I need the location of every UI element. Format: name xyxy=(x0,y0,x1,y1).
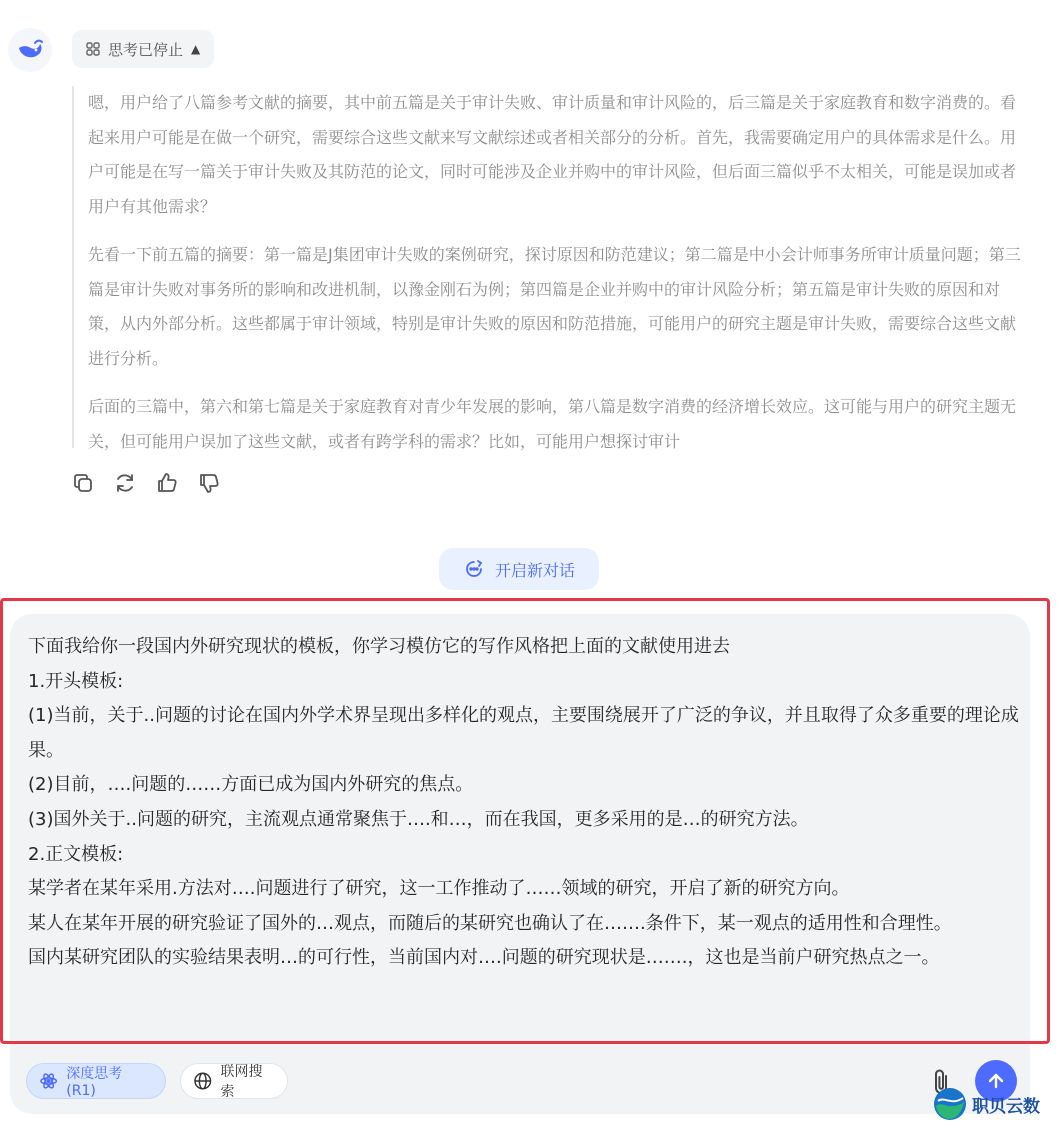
input-line: 某学者在某年采用.方法对….问题进行了研究，这一工作推动了……领域的研究，开启了新的研究方向。 xyxy=(28,878,850,900)
input-line: 某人在某年开展的研究验证了国外的…观点，而随后的某研究也确认了在…….条件下，某一观点的适用性和合理性。 xyxy=(28,912,952,934)
chevron-up-icon: ▲ xyxy=(191,42,201,56)
regenerate-button[interactable] xyxy=(112,470,138,496)
refresh-icon xyxy=(113,471,137,495)
thinking-paragraph: 后面的三篇中，第六和第七篇是关于家庭教育对青少年发展的影响，第八篇是数字消费的经济增长效应。这可能与用户的研究主题无关，但可能用户误加了这些文献，或者有跨学科的需求？比如，可能用户想探讨审计 xyxy=(88,397,1017,451)
web-search-toggle[interactable] xyxy=(180,1063,288,1099)
deep-think-toggle[interactable] xyxy=(26,1063,166,1099)
message-actions xyxy=(70,470,222,496)
watermark-logo-icon xyxy=(932,1086,968,1122)
thinking-icon xyxy=(86,42,100,56)
new-chat-label: 开启新对话 xyxy=(494,560,575,580)
dislike-button[interactable] xyxy=(196,470,222,496)
input-line: 下面我给你一段国内外研究现状的模板，你学习模仿它的写作风格把上面的文献使用进去 xyxy=(28,636,730,657)
deep-think-label: 深度思考 (R1) xyxy=(66,1066,123,1099)
like-button[interactable] xyxy=(154,470,180,496)
input-line: 1.开头模板: xyxy=(28,670,124,692)
input-line: (1)当前，关于..问题的讨论在国内外学术界呈现出多样化的观点，主要围绕展开了广泛的争议，并且取得了众多重要的理论成果。 xyxy=(28,705,1019,761)
globe-icon xyxy=(193,1071,212,1091)
thinking-status: 思考已停止 xyxy=(108,40,184,59)
copy-button[interactable] xyxy=(70,470,96,496)
watermark-text: 职贝云数 xyxy=(972,1096,1040,1117)
thinking-paragraph: 先看一下前五篇的摘要：第一篇是J集团审计失败的案例研究，探讨原因和防范建议；第二篇是中小会计师事务所审计质量问题；第三篇是审计失败对事务所的影响和改进机制，以豫金刚石为例；第四篇是企业并购中的审计风险分析；第五篇是审计失败的原因和对策，从内外部分析。这些都属于审计领域，特别是审计失败的原因和防范措施，可能用户的研究主题是审计失败，需要综合这些文献进行分析。 xyxy=(88,245,1021,368)
message-input[interactable] xyxy=(28,630,1024,1042)
atom-icon xyxy=(39,1071,58,1091)
thinking-paragraph: 嗯，用户给了八篇参考文献的摘要，其中前五篇是关于审计失败、审计质量和审计风险的，后三篇是关于家庭教育和数字消费的。看起来用户可能是在做一个研究，需要综合这些文献来写文献综述或者相关部分的分析。首先，我需要确定用户的具体需求是什么。用户可能是在写一篇关于审计失败及其防范的论文，同时可能涉及企业并购中的审计风险，但后面三篇似乎不太相关，可能是误加或者用户有其他需求？ xyxy=(88,93,1017,216)
input-line: (2)目前，….问题的……方面已成为国内外研究的焦点。 xyxy=(28,774,474,796)
new-chat-button[interactable] xyxy=(439,548,599,590)
whale-logo-icon xyxy=(15,35,45,65)
thumbs-down-icon xyxy=(197,471,221,495)
thinking-toggle[interactable] xyxy=(72,30,214,68)
input-line: 国内某研究团队的实验结果表明…的可行性，当前国内对….问题的研究现状是…….，这也是当前户研究热点之一。 xyxy=(28,947,940,969)
thinking-content xyxy=(72,86,1022,451)
copy-icon xyxy=(71,471,95,495)
thumbs-up-icon xyxy=(155,471,179,495)
input-line: (3)国外关于..问题的研究，主流观点通常聚焦于….和…，而在我国，更多采用的是…的研究方法。 xyxy=(28,808,809,830)
new-chat-icon xyxy=(463,558,485,580)
web-search-label: 联网搜索 xyxy=(220,1064,263,1100)
watermark xyxy=(932,1084,1040,1124)
assistant-avatar xyxy=(8,28,52,72)
input-line: 2.正文模板: xyxy=(28,843,124,865)
